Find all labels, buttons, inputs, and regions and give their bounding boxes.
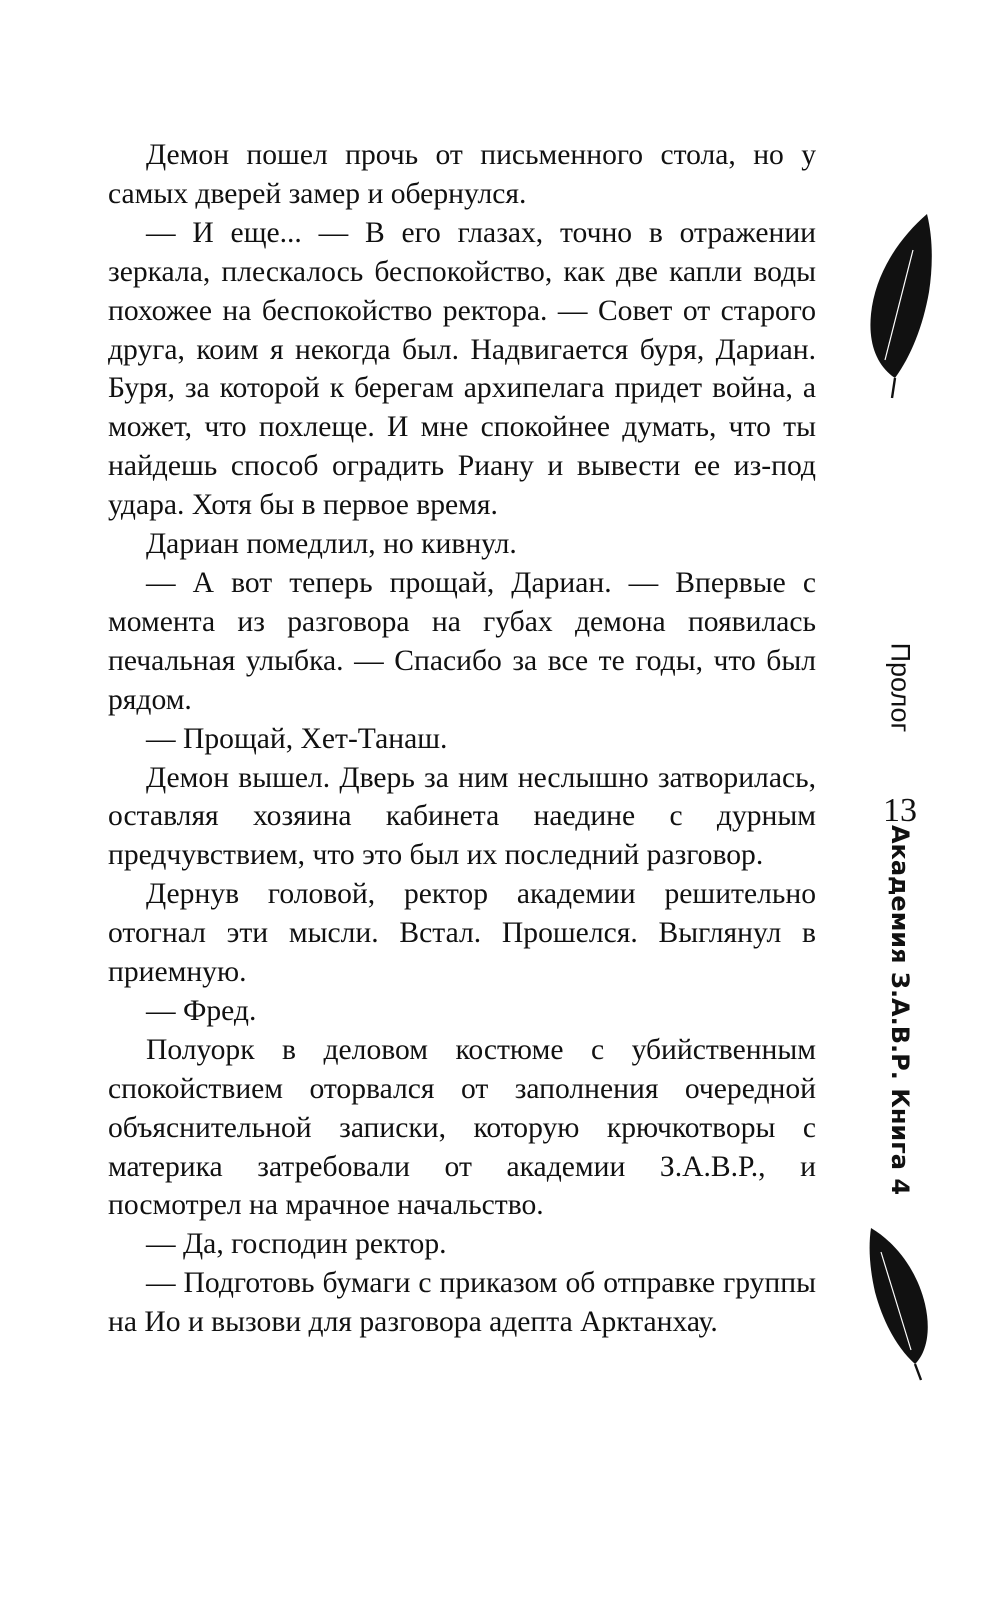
paragraph: Демон вышел. Дверь за ним неслышно затворилась, оставляя хозяина кабинета наедине с дурным предчувствием, что это был их последний разговор. bbox=[108, 761, 816, 872]
paragraph: — Фред. bbox=[146, 994, 257, 1027]
paragraph: — Подготовь бумаги с приказом об отправке группы на Ио и вызови для разговора адепта Арктанхау. bbox=[108, 1267, 816, 1339]
page-body bbox=[108, 136, 816, 1342]
paragraph: Дариан помедлил, но кивнул. bbox=[146, 528, 517, 561]
running-head: Пролог bbox=[885, 642, 916, 733]
paragraph: — А вот теперь прощай, Дариан. — Впервые с момента из разговора на губах демона появилась печальная улыбка. — Спасибо за все те годы, что был рядом. bbox=[108, 566, 816, 716]
paragraph: Полуорк в деловом костюме с убийственным спокойствием оторвался от заполнения очередной объяснительной записки, которую крючкотворы с материка затребовали от академии З.А.В.Р., и посмотрел на мрачное начальство. bbox=[108, 1033, 816, 1222]
paragraph: Дернув головой, ректор академии решительно отогнал эти мысли. Встал. Прошелся. Выглянул в приемную. bbox=[108, 878, 816, 989]
feather-icon bbox=[865, 1222, 935, 1382]
book-title: Академия З.А.В.Р. Книга 4 bbox=[886, 824, 914, 1196]
feather-icon bbox=[865, 210, 935, 400]
paragraph: — Да, господин ректор. bbox=[146, 1228, 447, 1261]
paragraph: Демон пошел прочь от письменного стола, но у самых дверей замер и обернулся. bbox=[108, 139, 816, 210]
margin-rail bbox=[840, 0, 960, 1616]
paragraph: — И еще... — В его глазах, точно в отражении зеркала, плескалось беспокойство, как две капли воды похожее на беспокойство ректора. — Совет от старого друга, коим я некогда был. Надвигается буря, Дариан. Буря, за которой к берегам архипелага придет война, а может, что похлеще. И мне спокойнее думать, что ты найдешь способ оградить Риану и вывести ее из-под удара. Хотя бы в первое время. bbox=[108, 216, 816, 522]
page-number: 13 bbox=[883, 792, 917, 829]
paragraph: — Прощай, Хет-Танаш. bbox=[146, 722, 448, 755]
